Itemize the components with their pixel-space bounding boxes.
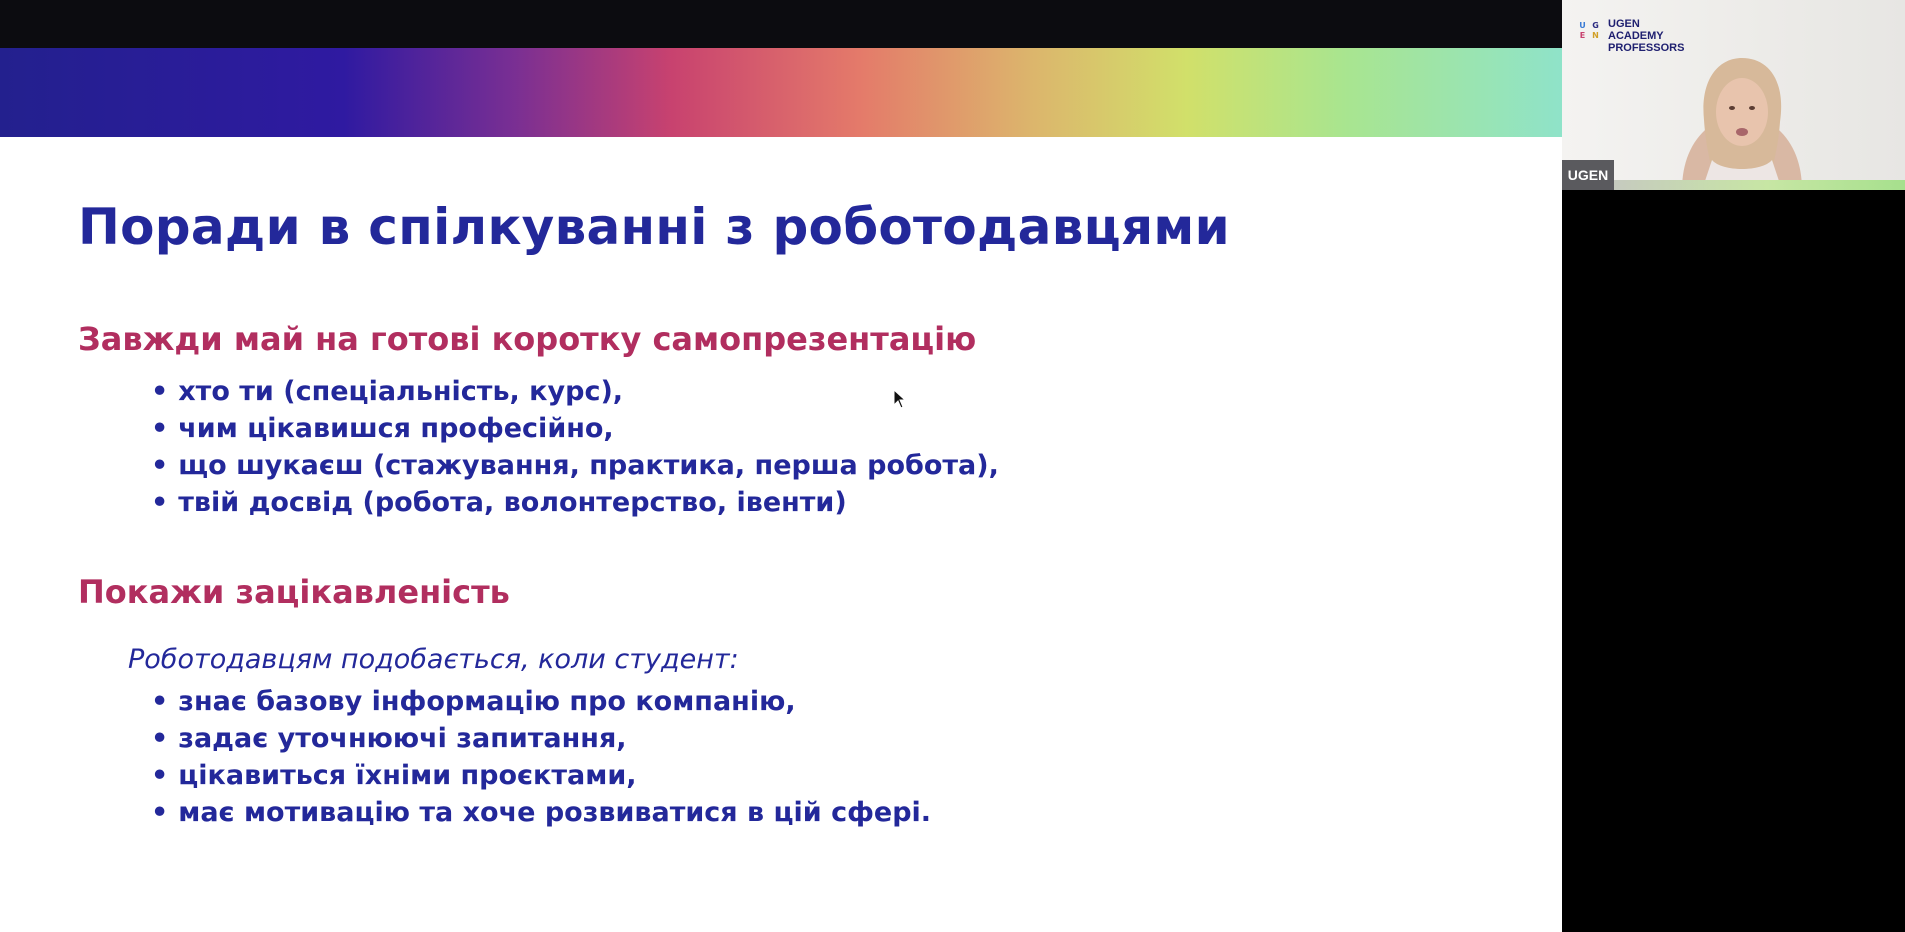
logo-line: PROFESSORS — [1608, 42, 1685, 54]
mouse-cursor-icon — [893, 389, 907, 409]
webcam-feed[interactable] — [1562, 0, 1905, 190]
slide-gradient-banner — [0, 48, 1562, 137]
list-item: • хто ти (спеціальність, курс), — [151, 373, 999, 410]
participant-name-badge: UGEN — [1562, 160, 1614, 190]
list-item: • цікавиться їхніми проєктами, — [151, 757, 931, 794]
section-heading-self-presentation: Завжди май на готові коротку самопрезентацію — [78, 320, 977, 358]
section-heading-interest: Покажи зацікавленість — [78, 573, 510, 611]
logo-letter: G — [1592, 20, 1599, 30]
slide-title: Поради в спілкуванні з роботодавцями — [78, 198, 1230, 256]
list-item: • твій досвід (робота, волонтерство, івенти) — [151, 484, 999, 521]
list-item: • що шукаєш (стажування, практика, перша робота), — [151, 447, 999, 484]
self-presentation-list — [151, 373, 999, 521]
logo-line: ACADEMY — [1608, 30, 1664, 42]
logo-text — [1608, 18, 1684, 54]
list-item: • чим цікавишся професійно, — [151, 410, 999, 447]
logo-mark-icon — [1576, 20, 1602, 52]
section-intro-text: Роботодавцям подобається, коли студент: — [128, 644, 739, 675]
speaker-avatar — [1642, 50, 1842, 190]
video-panel — [1562, 0, 1905, 932]
interest-list — [151, 683, 931, 831]
slide-top-bar — [0, 0, 1562, 48]
logo-letter: N — [1592, 31, 1599, 41]
ugen-academy-logo — [1576, 18, 1684, 54]
list-item: • має мотивацію та хоче розвиватися в цій сфері. — [151, 794, 931, 831]
logo-line: UGEN — [1608, 18, 1640, 30]
logo-letter: E — [1579, 31, 1586, 41]
list-item: • знає базову інформацію про компанію, — [151, 683, 931, 720]
logo-letter: U — [1579, 20, 1586, 30]
list-item: • задає уточнюючі запитання, — [151, 720, 931, 757]
